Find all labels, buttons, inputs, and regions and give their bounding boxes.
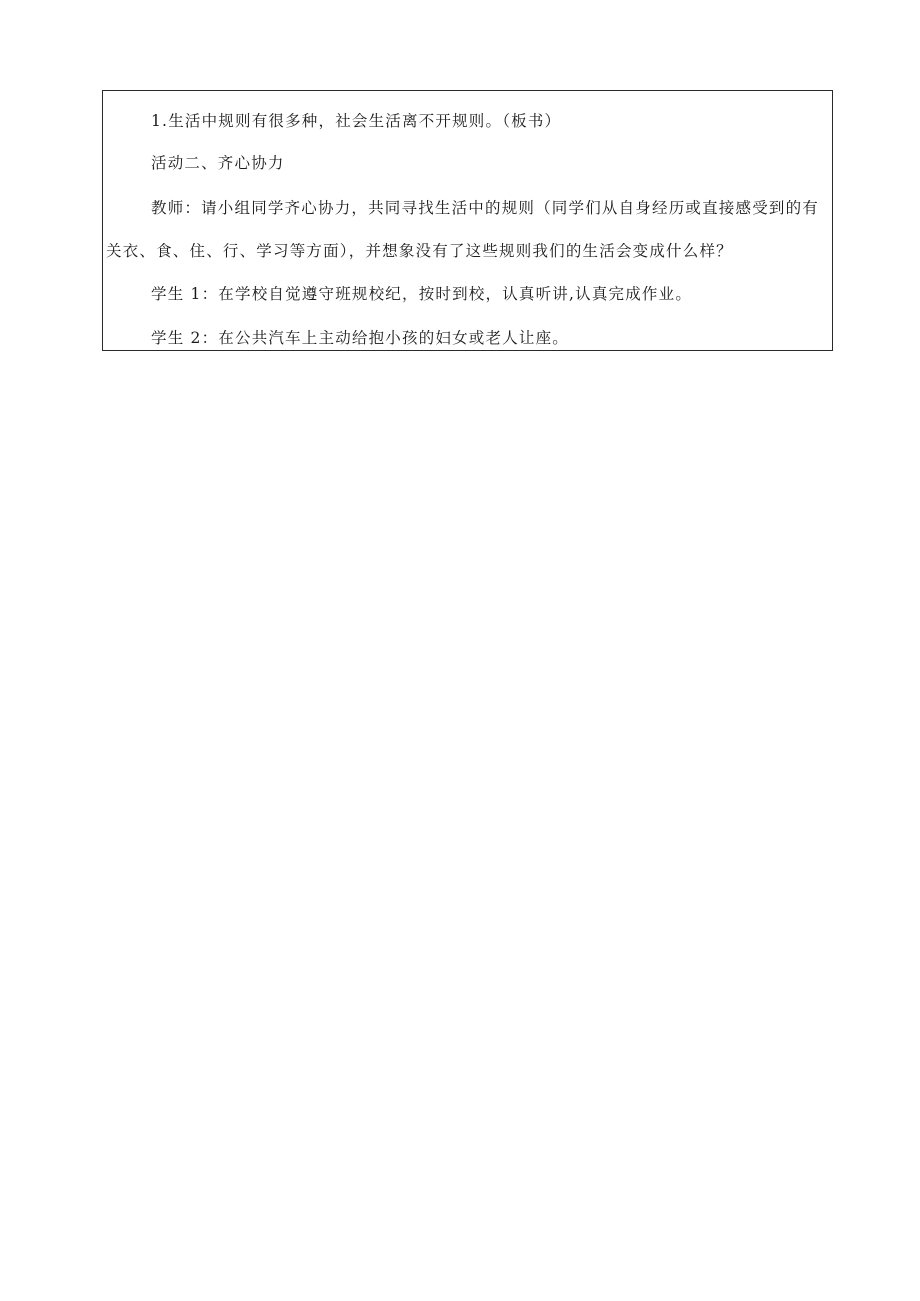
content-table-cell: [102, 90, 833, 351]
paragraph-student2: 学生 2：在公共汽车上主动给抱小孩的妇女或老人让座。: [151, 329, 569, 347]
paragraph-teacher-line1: 教师：请小组同学齐心协力，共同寻找生活中的规则（同学们从自身经历或直接感受到的有: [151, 199, 820, 217]
paragraph-student1: 学生 1：在学校自觉遵守班规校纪，按时到校，认真听讲,认真完成作业。: [151, 285, 693, 303]
paragraph-rule-summary: 1.生活中规则有很多种，社会生活离不开规则。（板书）: [151, 112, 562, 130]
paragraph-activity-heading: 活动二、齐心协力: [151, 154, 285, 172]
paragraph-teacher-line2: 关衣、食、住、行、学习等方面），并想象没有了这些规则我们的生活会变成什么样？: [106, 242, 733, 260]
